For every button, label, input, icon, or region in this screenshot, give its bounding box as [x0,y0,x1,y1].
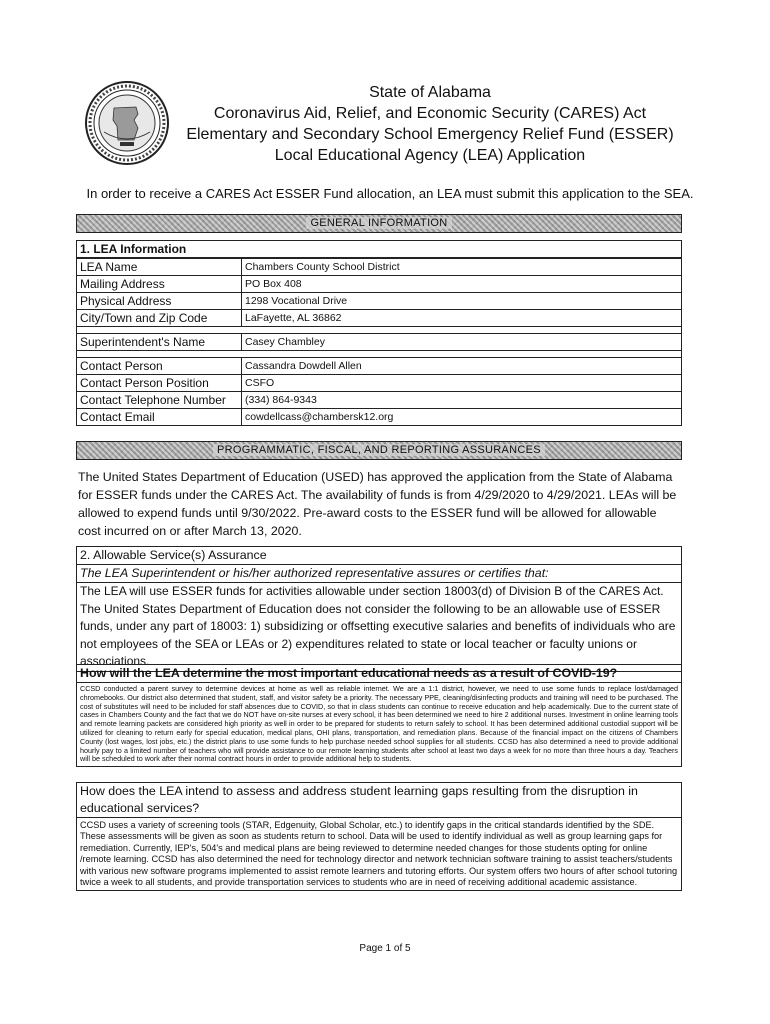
assurances-label: PROGRAMMATIC, FISCAL, AND REPORTING ASSURANCES [213,444,545,456]
spacer-row [77,351,682,358]
lea-information-heading: 1. LEA Information [77,241,682,259]
learning-gaps-box [76,782,682,891]
superintendent-name-field[interactable]: Casey Chambley [242,334,682,351]
contact-phone-label: Contact Telephone Number [77,392,242,409]
contact-person-label: Contact Person [77,358,242,375]
general-information-banner [76,214,682,233]
educational-needs-question: How will the LEA determine the most important educational needs as a result of COVID-19? [77,665,681,683]
intro-text: In order to receive a CARES Act ESSER Fund allocation, an LEA must submit this application to the SEA. [86,186,694,201]
educational-needs-response[interactable]: CCSD conducted a parent survey to determine devices at home as well as reliable internet. We are a 1:1 district, however, we need to use some funds to replace lost/damaged chromebooks. Our district also determined that student, staff, and visitor safety be a priority. The necessary PPE, cleaning/disinfecting products and training will need to be purchased. The cost of substitutes will need to be included for staff absences due to COVID, so that in class students can continue to receive education and help academically. Due to the current state of cases in Chambers County and the fact that we do NOT have on-site nurses at every school, it has been determined we need to hire 2 additional nurses. Investment in online learning tools and remote learning packets are considered high priority as well in order to be prepared for students to return safely to school. It has been determined additional custodial support will be utilized for cleaning to return early for special education, medical plans, OHI plans, transportation, and remediation plans. Because of the financial impact on the citizens of Chambers County (lost wages, lost jobs, etc.) the district plans to use some funds to help purchase needed school supplies for all students. CCSD has also determined a need to provide additional hourly pay to a limited number of teachers who will provide assistance to our remote learning students after school at least two days a week for no more than three hours a day. Teachers will be scheduled to work after their normal contract hours in order to provide additional help to students. [80,684,678,764]
header-line-1: State of Alabama [369,84,491,101]
header-line-3: Elementary and Secondary School Emergency Relief Fund (ESSER) [186,126,674,143]
educational-needs-box [76,664,682,767]
document-header [170,82,690,166]
lea-information-table [76,240,682,426]
learning-gaps-response[interactable]: CCSD uses a variety of screening tools (STAR, Edgenuity, Global Scholar, etc.) to identify gaps in the critical standards identified by the SDE. These assessments will be given as soon as students return to school. Data will be used to identify individual as well as group learning gaps for remediation. Currently, IEP's, 504's and medical plans are being reviewed to determine needed changes for those students opting for online /remote learning. CCSD has also determined the need for technology director and network technician software training to assist teachers/students with various new software programs implemented to assist remote learners and tutoring efforts. Our system offers two hours of after school tutoring twice a week to all students, and provide transportation services to students who are in need of receiving additional academic assistance. [80,820,678,888]
assurance-body-text: The LEA will use ESSER funds for activities allowable under section 18003(d) of Division B of the CARES Act. The United States Department of Education does not consider the following to be an allowable use of ESSER funds, under any part of 18003: 1) subsidizing or offsetting executive salaries and benefits of individuals who are not employees of the SEA or LEAs or 2) expenditures related to state or local teacher or faculty unions or associations. [80,584,676,668]
contact-position-label: Contact Person Position [77,375,242,392]
table-heading-row [77,241,682,259]
contact-position-field[interactable]: CSFO [242,375,682,392]
superintendent-name-label: Superintendent's Name [77,334,242,351]
allowable-services-assurance-box [76,546,682,672]
city-zip-label: City/Town and Zip Code [77,310,242,327]
table-row [77,310,682,327]
physical-address-field[interactable]: 1298 Vocational Drive [242,293,682,310]
header-line-4: Local Educational Agency (LEA) Application [274,147,586,164]
table-row [77,375,682,392]
header-line-2: Coronavirus Aid, Relief, and Economic Security (CARES) Act [213,105,647,122]
table-row [77,293,682,310]
table-row [77,334,682,351]
table-row [77,358,682,375]
page-number: Page 1 of 5 [359,943,411,954]
mailing-address-label: Mailing Address [77,276,242,293]
mailing-address-field[interactable]: PO Box 408 [242,276,682,293]
table-row [77,258,682,276]
lea-name-field[interactable]: Chambers County School District [242,258,682,276]
assurance-certification-text: The LEA Superintendent or his/her authorized representative assures or certifies that: [77,565,681,583]
contact-phone-field[interactable]: (334) 864-9343 [242,392,682,409]
contact-email-field[interactable]: cowdellcass@chambersk12.org [242,409,682,426]
table-row [77,392,682,409]
lea-name-label: LEA Name [77,258,242,276]
assurances-banner [76,441,682,460]
general-information-label: GENERAL INFORMATION [306,217,451,229]
table-row [77,409,682,426]
contact-person-field[interactable]: Cassandra Dowdell Allen [242,358,682,375]
physical-address-label: Physical Address [77,293,242,310]
city-zip-field[interactable]: LaFayette, AL 36862 [242,310,682,327]
assurance-heading: 2. Allowable Service(s) Assurance [77,547,681,565]
learning-gaps-question: How does the LEA intend to assess and address student learning gaps resulting from the disruption in educational services? [77,783,681,818]
table-row [77,276,682,293]
alabama-state-seal-icon [84,80,170,166]
spacer-row [77,327,682,334]
contact-email-label: Contact Email [77,409,242,426]
approval-paragraph: The United States Department of Education (USED) has approved the application from the State of Alabama for ESSER funds under the CARES Act. The availability of funds is from 4/29/2020 to 4/29/2021. LEAs will be allowed to expend funds until 9/30/2022. Pre-award costs to the ESSER fund will be allowed for allowable cost incurred on or after March 13, 2020. [78,470,677,538]
